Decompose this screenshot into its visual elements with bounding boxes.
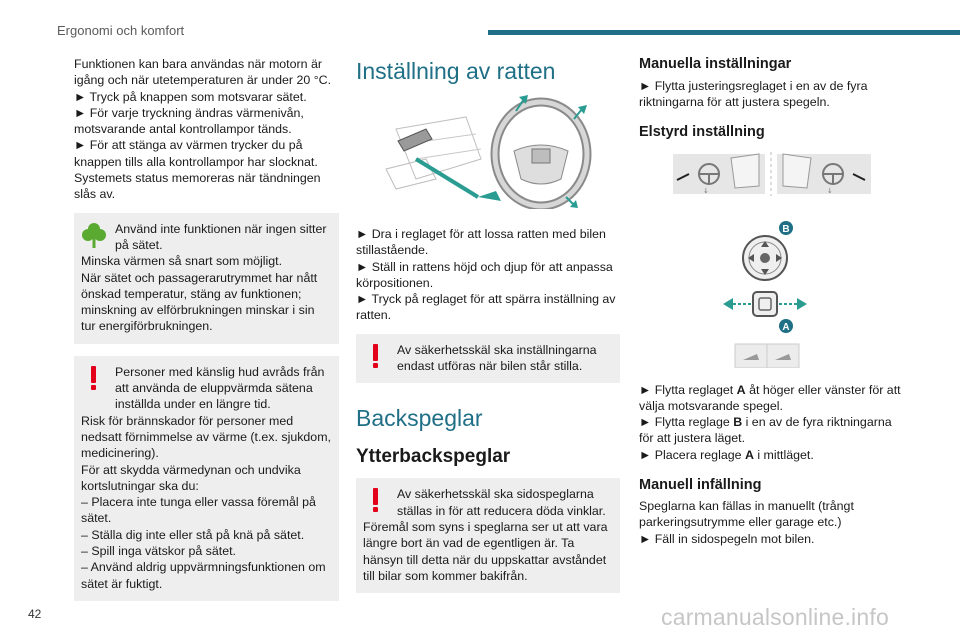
electric-bullet-1 (639, 382, 904, 415)
warning-line: – Använd aldrig uppvärmningsfunktionen om sätet är fuktigt. (81, 560, 326, 591)
bullet-item: ► Tryck på reglaget för att spärra inställning av ratten. (356, 292, 616, 323)
key-label: A (736, 382, 746, 397)
page-number: 42 (28, 607, 42, 621)
label-a: A (782, 321, 790, 333)
bullet-item: ► För varje tryckning ändras värmenivån, motsvarande antal kontrollampor tänds. (74, 105, 304, 137)
steering-title: Inställning av ratten (356, 58, 556, 84)
warning-exclamation-icon (363, 342, 389, 370)
bullet-item: ► För att stänga av värmen trycker du på knappen tills alla kontrollampor har slocknat. (74, 138, 318, 169)
outside-mirrors-title: Ytterbackspeglar (356, 446, 511, 468)
bullet-prefix: ► Flytta reglaget (639, 382, 737, 397)
bullet-prefix: ► Placera reglage (639, 447, 745, 462)
steering-warning-text: Av säkerhetsskäl ska inställningarna endast utföras när bilen står stilla. (397, 342, 597, 374)
bullet-suffix: i mittläget. (753, 447, 814, 462)
bullet-item: ► Tryck på knappen som motsvarar sätet. (74, 89, 307, 104)
warning-line: – Spill inga vätskor på sätet. (81, 544, 236, 559)
eco-note-line: När sätet och passagerarutrymmet har nått önskad temperatur, stäng av funktionen; minskning av elförbrukningen minskar i sin tur energiförbrukningen. (81, 270, 318, 334)
bullet-prefix: ► Flytta reglage (639, 415, 734, 430)
eco-leaf-icon (81, 221, 107, 249)
mirror-warning-rest: Föremål som syns i speglarna ser ut att vara längre bort än vad de egentligen är. Ta hänsyn till detta när du uppskattar avståndet till bilar som kommer bakifrån. (363, 519, 608, 583)
warning-exclamation-icon (363, 486, 389, 514)
warning-line: För att skydda värmedynan och undvika kortslutningar ska du: (81, 462, 301, 493)
electric-bullet-3 (639, 447, 904, 463)
bullet-suffix: i en av de fyra riktningarna för att justera läget. (639, 415, 892, 446)
eco-note-first: Använd inte funktionen när ingen sitter på sätet. (115, 221, 327, 252)
electric-bullet-2 (639, 414, 904, 447)
section-title: Ergonomi och komfort (57, 23, 185, 38)
warning-line: – Ställa dig inte eller stå på knä på sätet. (81, 527, 305, 542)
mirror-diagram (639, 148, 904, 368)
warning-line: Risk för brännskador för personer med nedsatt förnimmelse av värme (t.ex. sjukdom, medicinering). (81, 413, 331, 461)
steering-wheel-illustration (356, 89, 620, 209)
bullet-item: ► Flytta justeringsreglaget i en av de fyra riktningarna för att justera spegeln. (639, 79, 868, 110)
column-left (74, 56, 339, 601)
fold-text: Speglarna kan fällas in manuellt (trångt parkeringsutrymme eller garage etc.) (639, 499, 854, 530)
memory-note: Systemets status memoreras när tändningen slås av. (74, 171, 321, 202)
bullet-suffix: åt höger eller vänster för att välja motsvarande spegel. (639, 382, 901, 413)
column-right (639, 56, 904, 547)
warning-first: Personer med känslig hud avråds från att använda de eluppvärmda sätena inställda under en längre tid. (115, 364, 325, 412)
warning-exclamation-icon (81, 364, 107, 392)
mirror-warning-first: Av säkerhetsskäl ska sidospeglarna ställas in för att reducera döda vinklar. (397, 487, 606, 518)
manual-fold-title: Manuell infällning (639, 477, 762, 494)
intro-text: Funktionen kan bara användas när motorn är igång och när utetemperaturen är under 20 °C. (74, 57, 332, 88)
manual-settings-title: Manuella inställningar (639, 56, 792, 72)
column-middle (356, 56, 620, 593)
svg-text:↓: ↓ (703, 186, 709, 195)
bullet-item: ► Ställ in rattens höjd och djup för att anpassa körpositionen. (356, 259, 613, 290)
warning-line: – Placera inte tunga eller vassa föremål på sätet. (81, 495, 316, 526)
svg-text:↓: ↓ (827, 186, 833, 195)
header-accent-bar (488, 30, 960, 35)
watermark: carmanualsonline.info (661, 604, 889, 630)
bullet-item: ► Fäll in sidospegeln mot bilen. (639, 531, 815, 546)
key-label: A (744, 447, 754, 462)
eco-note-line: Minska värmen så snart som möjligt. (81, 254, 283, 269)
electric-settings-title: Elstyrd inställning (639, 123, 765, 140)
label-b: B (782, 223, 790, 235)
steering-warning-box (356, 334, 620, 384)
mirror-warning-box (356, 478, 620, 593)
warning-box (74, 356, 339, 601)
key-label: B (733, 415, 743, 430)
eco-note-box (74, 213, 339, 344)
mirrors-title: Backspeglar (356, 405, 483, 432)
bullet-item: ► Dra i reglaget för att lossa ratten med bilen stillastående. (356, 227, 606, 258)
